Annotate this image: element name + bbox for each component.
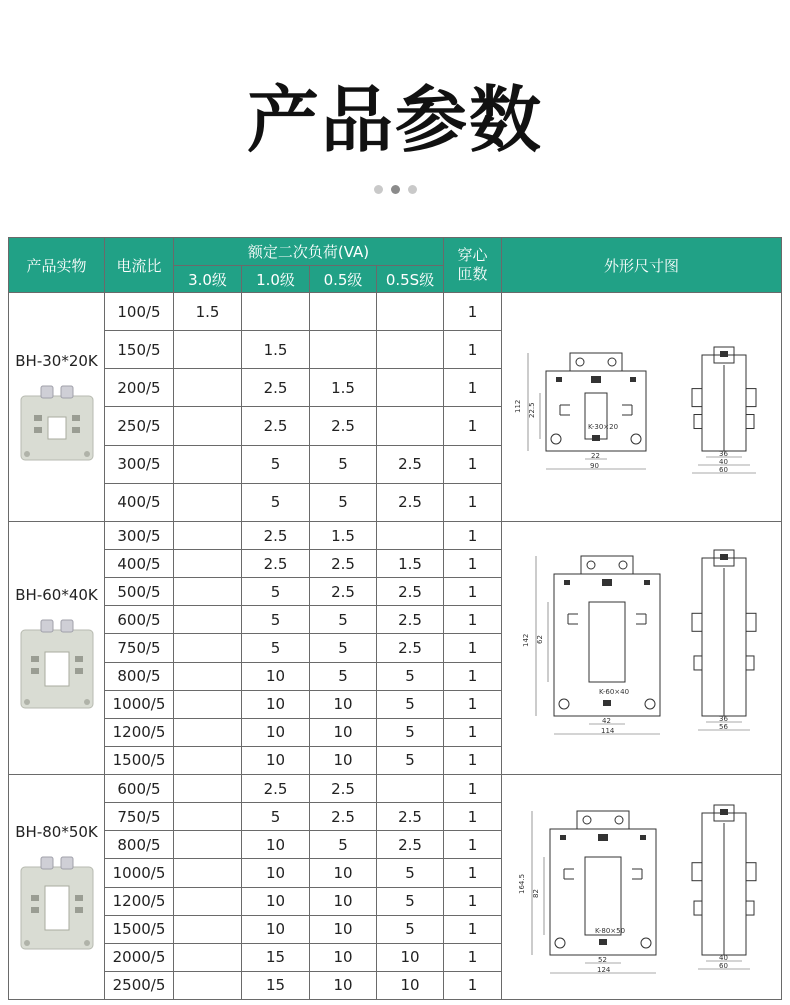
acc3-cell xyxy=(174,690,242,718)
turns-cell: 1 xyxy=(444,578,502,606)
header-acc-1: 1.0级 xyxy=(242,266,310,293)
dim-height-outer: 112 xyxy=(513,399,522,413)
product-photo xyxy=(19,618,95,710)
acc3-cell xyxy=(174,578,242,606)
acc05-cell: 10 xyxy=(310,887,377,915)
turns-cell: 1 xyxy=(444,483,502,521)
acc1-cell: 10 xyxy=(242,662,310,690)
acc05s-cell: 2.5 xyxy=(377,445,444,483)
turns-cell: 1 xyxy=(444,662,502,690)
dimension-drawing xyxy=(504,522,780,774)
acc05-cell: 10 xyxy=(310,859,377,887)
acc1-cell: 5 xyxy=(242,606,310,634)
acc05-cell: 2.5 xyxy=(310,578,377,606)
acc1-cell: 1.5 xyxy=(242,331,310,369)
model-label: K-60×40 xyxy=(598,688,629,696)
header-dims: 外形尺寸图 xyxy=(502,238,782,293)
acc3-cell: 1.5 xyxy=(174,293,242,331)
acc1-cell: 10 xyxy=(242,859,310,887)
ratio-cell: 300/5 xyxy=(105,522,174,550)
acc3-cell xyxy=(174,718,242,746)
dim-side-1: 36 xyxy=(718,715,728,723)
acc3-cell xyxy=(174,445,242,483)
dim-width-outer: 90 xyxy=(589,462,599,470)
acc1-cell: 2.5 xyxy=(242,775,310,803)
model-label: K-80×50 xyxy=(594,927,625,935)
dimension-drawing xyxy=(504,293,780,521)
turns-cell: 1 xyxy=(444,887,502,915)
acc1-cell: 5 xyxy=(242,445,310,483)
acc3-cell xyxy=(174,971,242,999)
dim-width-inner: 22 xyxy=(590,452,600,460)
ratio-cell: 2500/5 xyxy=(105,971,174,999)
acc1-cell: 10 xyxy=(242,831,310,859)
header-turns-line2: 匝数 xyxy=(457,265,488,283)
acc1-cell xyxy=(242,293,310,331)
acc1-cell: 10 xyxy=(242,887,310,915)
ratio-cell: 200/5 xyxy=(105,369,174,407)
ratio-cell: 250/5 xyxy=(105,407,174,445)
table-row xyxy=(9,522,782,550)
model-name: BH-30*20K xyxy=(15,352,98,370)
spec-table xyxy=(8,237,782,1000)
turns-cell: 1 xyxy=(444,293,502,331)
acc05s-cell: 2.5 xyxy=(377,634,444,662)
ratio-cell: 800/5 xyxy=(105,831,174,859)
acc1-cell: 5 xyxy=(242,634,310,662)
dim-height-inner: 82 xyxy=(531,889,540,898)
carousel-dot-active[interactable] xyxy=(391,185,400,194)
acc05-cell: 10 xyxy=(310,943,377,971)
acc05-cell: 1.5 xyxy=(310,522,377,550)
dim-width-outer: 124 xyxy=(596,966,610,974)
acc3-cell xyxy=(174,369,242,407)
acc1-cell: 5 xyxy=(242,803,310,831)
dim-width-inner: 42 xyxy=(601,717,611,725)
dim-width-outer: 114 xyxy=(600,727,614,735)
dim-height-inner: 62 xyxy=(535,635,544,644)
carousel-dots xyxy=(0,179,790,198)
acc05s-cell: 5 xyxy=(377,662,444,690)
acc05s-cell: 2.5 xyxy=(377,831,444,859)
acc05s-cell xyxy=(377,369,444,407)
acc3-cell xyxy=(174,606,242,634)
product-photo xyxy=(19,855,95,951)
acc1-cell: 10 xyxy=(242,718,310,746)
ratio-cell: 1000/5 xyxy=(105,690,174,718)
acc05s-cell: 2.5 xyxy=(377,483,444,521)
acc05s-cell: 5 xyxy=(377,859,444,887)
product-cell xyxy=(9,522,105,775)
acc05-cell: 2.5 xyxy=(310,407,377,445)
dim-height-outer: 164.5 xyxy=(517,873,526,894)
turns-cell: 1 xyxy=(444,803,502,831)
product-cell xyxy=(9,293,105,522)
acc3-cell xyxy=(174,915,242,943)
acc1-cell: 10 xyxy=(242,915,310,943)
acc05-cell: 5 xyxy=(310,662,377,690)
ratio-cell: 500/5 xyxy=(105,578,174,606)
ratio-cell: 600/5 xyxy=(105,606,174,634)
turns-cell: 1 xyxy=(444,718,502,746)
dim-side-2: 56 xyxy=(718,723,728,731)
ratio-cell: 750/5 xyxy=(105,803,174,831)
acc05-cell: 1.5 xyxy=(310,369,377,407)
acc05-cell: 10 xyxy=(310,690,377,718)
acc05s-cell: 5 xyxy=(377,915,444,943)
ratio-cell: 1500/5 xyxy=(105,915,174,943)
acc05-cell: 2.5 xyxy=(310,775,377,803)
acc05-cell: 10 xyxy=(310,915,377,943)
ratio-cell: 600/5 xyxy=(105,775,174,803)
dim-height-outer: 142 xyxy=(521,633,530,647)
ratio-cell: 1000/5 xyxy=(105,859,174,887)
turns-cell: 1 xyxy=(444,445,502,483)
page-title: 产品参数 xyxy=(246,78,543,162)
header-ratio: 电流比 xyxy=(105,238,174,293)
acc3-cell xyxy=(174,331,242,369)
acc1-cell: 10 xyxy=(242,746,310,774)
acc3-cell xyxy=(174,550,242,578)
acc05-cell: 2.5 xyxy=(310,550,377,578)
header-acc-05: 0.5级 xyxy=(310,266,377,293)
acc05s-cell: 1.5 xyxy=(377,550,444,578)
acc1-cell: 2.5 xyxy=(242,550,310,578)
acc3-cell xyxy=(174,662,242,690)
acc05-cell: 5 xyxy=(310,483,377,521)
dim-side-2: 40 xyxy=(718,458,728,466)
acc3-cell xyxy=(174,407,242,445)
turns-cell: 1 xyxy=(444,831,502,859)
model-name: BH-60*40K xyxy=(15,586,98,604)
turns-cell: 1 xyxy=(444,369,502,407)
acc05s-cell: 5 xyxy=(377,690,444,718)
acc05s-cell: 10 xyxy=(377,971,444,999)
acc1-cell: 5 xyxy=(242,483,310,521)
turns-cell: 1 xyxy=(444,859,502,887)
dim-height-inner: 22.5 xyxy=(527,402,536,418)
ratio-cell: 300/5 xyxy=(105,445,174,483)
ratio-cell: 150/5 xyxy=(105,331,174,369)
acc05s-cell: 2.5 xyxy=(377,606,444,634)
ratio-cell: 1200/5 xyxy=(105,718,174,746)
acc05s-cell: 5 xyxy=(377,887,444,915)
dimension-drawing-cell xyxy=(502,522,782,775)
acc05-cell: 5 xyxy=(310,445,377,483)
dimension-drawing-cell xyxy=(502,775,782,1000)
ratio-cell: 2000/5 xyxy=(105,943,174,971)
turns-cell: 1 xyxy=(444,606,502,634)
acc05s-cell: 5 xyxy=(377,718,444,746)
acc3-cell xyxy=(174,634,242,662)
dim-side-2: 60 xyxy=(718,962,728,970)
acc05-cell: 5 xyxy=(310,831,377,859)
acc3-cell xyxy=(174,887,242,915)
acc05s-cell: 2.5 xyxy=(377,578,444,606)
turns-cell: 1 xyxy=(444,331,502,369)
table-row xyxy=(9,293,782,331)
turns-cell: 1 xyxy=(444,550,502,578)
product-photo xyxy=(19,384,95,462)
acc1-cell: 2.5 xyxy=(242,369,310,407)
acc3-cell xyxy=(174,831,242,859)
ratio-cell: 400/5 xyxy=(105,550,174,578)
model-label: K-30×20 xyxy=(587,423,618,431)
product-cell xyxy=(9,775,105,1000)
acc05s-cell xyxy=(377,775,444,803)
header-acc-3: 3.0级 xyxy=(174,266,242,293)
header-product: 产品实物 xyxy=(9,238,105,293)
acc05-cell: 10 xyxy=(310,971,377,999)
acc05s-cell xyxy=(377,407,444,445)
carousel-dot[interactable] xyxy=(408,185,417,194)
acc05-cell: 5 xyxy=(310,634,377,662)
acc05-cell: 10 xyxy=(310,746,377,774)
header-turns-line1: 穿心 xyxy=(457,246,488,264)
acc05s-cell: 10 xyxy=(377,943,444,971)
ratio-cell: 1200/5 xyxy=(105,887,174,915)
acc3-cell xyxy=(174,775,242,803)
turns-cell: 1 xyxy=(444,943,502,971)
ratio-cell: 100/5 xyxy=(105,293,174,331)
turns-cell: 1 xyxy=(444,915,502,943)
turns-cell: 1 xyxy=(444,775,502,803)
carousel-dot[interactable] xyxy=(374,185,383,194)
acc3-cell xyxy=(174,522,242,550)
acc1-cell: 5 xyxy=(242,578,310,606)
turns-cell: 1 xyxy=(444,634,502,662)
acc1-cell: 10 xyxy=(242,690,310,718)
dim-side-3: 60 xyxy=(718,466,728,474)
turns-cell: 1 xyxy=(444,690,502,718)
acc05s-cell xyxy=(377,522,444,550)
dim-side-1: 40 xyxy=(718,954,728,962)
acc1-cell: 2.5 xyxy=(242,522,310,550)
acc05-cell xyxy=(310,331,377,369)
ratio-cell: 750/5 xyxy=(105,634,174,662)
dimension-drawing xyxy=(504,775,780,999)
acc3-cell xyxy=(174,943,242,971)
ratio-cell: 800/5 xyxy=(105,662,174,690)
turns-cell: 1 xyxy=(444,522,502,550)
acc05-cell xyxy=(310,293,377,331)
acc05s-cell xyxy=(377,331,444,369)
acc1-cell: 15 xyxy=(242,971,310,999)
ratio-cell: 1500/5 xyxy=(105,746,174,774)
acc05s-cell xyxy=(377,293,444,331)
acc05-cell: 2.5 xyxy=(310,803,377,831)
acc3-cell xyxy=(174,859,242,887)
acc05s-cell: 5 xyxy=(377,746,444,774)
header-turns xyxy=(444,238,502,293)
dimension-drawing-cell xyxy=(502,293,782,522)
dim-width-inner: 52 xyxy=(597,956,607,964)
dim-side-1: 36 xyxy=(718,450,728,458)
turns-cell: 1 xyxy=(444,746,502,774)
model-name: BH-80*50K xyxy=(15,823,98,841)
acc05s-cell: 2.5 xyxy=(377,803,444,831)
acc1-cell: 2.5 xyxy=(242,407,310,445)
acc05-cell: 10 xyxy=(310,718,377,746)
turns-cell: 1 xyxy=(444,971,502,999)
acc1-cell: 15 xyxy=(242,943,310,971)
ratio-cell: 400/5 xyxy=(105,483,174,521)
acc3-cell xyxy=(174,746,242,774)
acc3-cell xyxy=(174,483,242,521)
header-burden: 额定二次负荷(VA) xyxy=(174,238,444,266)
table-row xyxy=(9,775,782,803)
header-acc-05s: 0.5S级 xyxy=(377,266,444,293)
turns-cell: 1 xyxy=(444,407,502,445)
acc3-cell xyxy=(174,803,242,831)
acc05-cell: 5 xyxy=(310,606,377,634)
